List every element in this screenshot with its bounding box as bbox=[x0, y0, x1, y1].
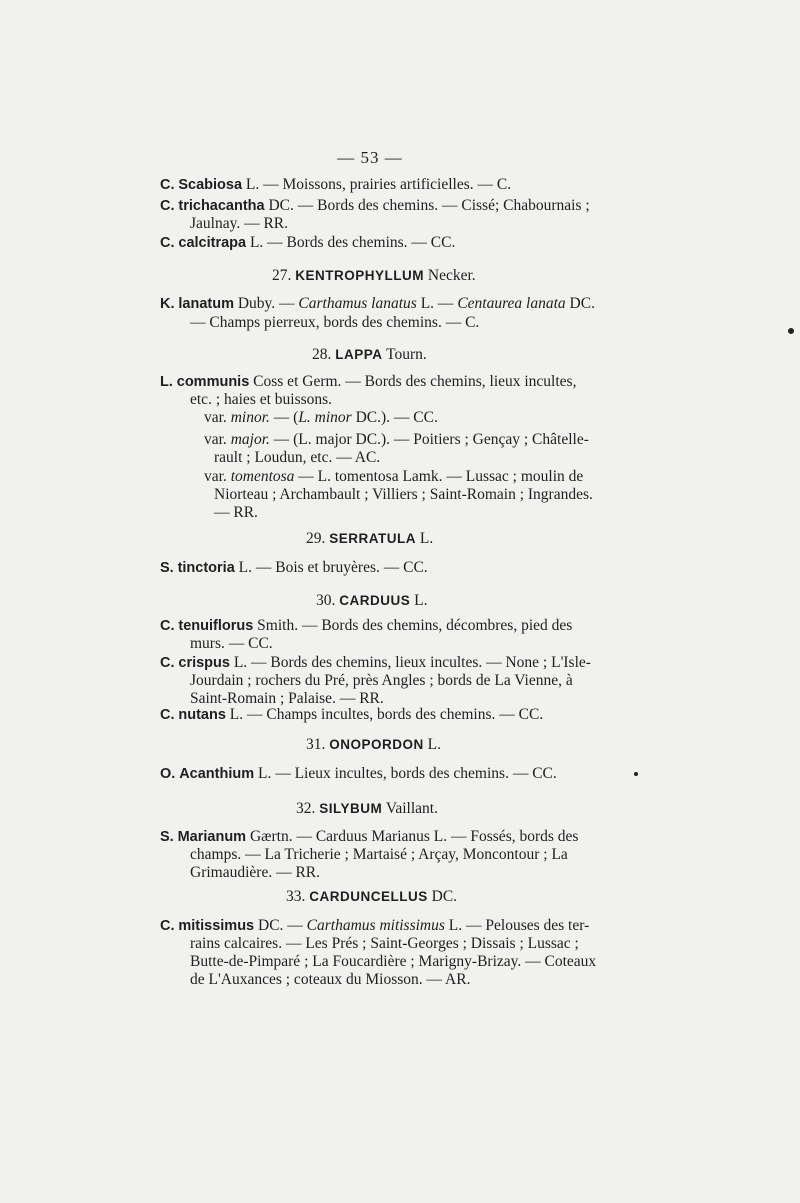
entry-c-crispus: C. crispus L. — Bords des chemins, lieux incultes. — None ; L'Isle- bbox=[160, 654, 591, 671]
entry-c-calcitrapa: C. calcitrapa L. — Bords des chemins. — CC. bbox=[160, 234, 456, 251]
entry-s-tinctoria: S. tinctoria L. — Bois et bruyères. — CC. bbox=[160, 559, 428, 576]
genus-heading-carduncellus: 33. CARDUNCELLUS DC. bbox=[286, 888, 458, 905]
variety-major: var. major. — (L. major DC.). — Poitiers ; Gençay ; Châtelle- bbox=[204, 431, 589, 448]
page-number: — 53 — bbox=[337, 148, 403, 167]
entry-continuation: de L'Auxances ; coteaux du Miosson. — AR. bbox=[190, 971, 471, 988]
entry-c-trichacantha: C. trichacantha DC. — Bords des chemins. — Cissé; Chabournais ; bbox=[160, 197, 590, 214]
entry-c-tenuiflorus: C. tenuiflorus Smith. — Bords des chemins, décombres, pied des bbox=[160, 617, 573, 634]
entry-continuation: Butte-de-Pimparé ; La Foucardière ; Marigny-Brizay. — Coteaux bbox=[190, 953, 597, 970]
genus-heading-onopordon: 31. ONOPORDON L. bbox=[306, 736, 441, 753]
entry-continuation: champs. — La Tricherie ; Martaisé ; Arçay, Moncontour ; La bbox=[190, 846, 568, 863]
entry-continuation: murs. — CC. bbox=[190, 635, 273, 652]
entry-s-marianum: S. Marianum Gærtn. — Carduus Marianus L. — Fossés, bords des bbox=[160, 828, 579, 845]
genus-heading-serratula: 29. SERRATULA L. bbox=[306, 530, 434, 547]
entry-continuation: etc. ; haies et buissons. bbox=[190, 391, 333, 408]
genus-heading-lappa: 28. LAPPA Tourn. bbox=[312, 346, 427, 363]
scan-speck bbox=[788, 328, 794, 334]
entry-k-lanatum: K. lanatum Duby. — Carthamus lanatus L. — Centaurea lanata DC. bbox=[160, 295, 595, 312]
entry-continuation: — RR. bbox=[214, 504, 258, 521]
entry-o-acanthium: O. Acanthium L. — Lieux incultes, bords des chemins. — CC. bbox=[160, 765, 557, 782]
entry-continuation: rault ; Loudun, etc. — AC. bbox=[214, 449, 381, 466]
entry-continuation: Grimaudière. — RR. bbox=[190, 864, 321, 881]
genus-heading-kentrophyllum: 27. KENTROPHYLLUM Necker. bbox=[272, 267, 476, 284]
entry-continuation: Niorteau ; Archambault ; Villiers ; Saint-Romain ; Ingrandes. bbox=[214, 486, 593, 503]
variety-tomentosa: var. tomentosa — L. tomentosa Lamk. — Lussac ; moulin de bbox=[204, 468, 584, 485]
entry-c-scabiosa: C. Scabiosa L. — Moissons, prairies artificielles. — C. bbox=[160, 176, 512, 193]
genus-heading-carduus: 30. CARDUUS L. bbox=[316, 592, 428, 609]
entry-continuation: — Champs pierreux, bords des chemins. — C. bbox=[190, 314, 480, 331]
entry-continuation: Saint-Romain ; Palaise. — RR. bbox=[190, 690, 384, 707]
entry-continuation: Jourdain ; rochers du Pré, près Angles ; bords de La Vienne, à bbox=[190, 672, 573, 689]
entry-c-mitissimus: C. mitissimus DC. — Carthamus mitissimus L. — Pelouses des ter- bbox=[160, 917, 590, 934]
entry-l-communis: L. communis Coss et Germ. — Bords des chemins, lieux incultes, bbox=[160, 373, 577, 390]
entry-continuation: Jaulnay. — RR. bbox=[190, 215, 289, 232]
scan-speck bbox=[634, 772, 638, 776]
entry-c-nutans: C. nutans L. — Champs incultes, bords des chemins. — CC. bbox=[160, 706, 544, 723]
entry-continuation: rains calcaires. — Les Prés ; Saint-Georges ; Dissais ; Lussac ; bbox=[190, 935, 579, 952]
variety-minor: var. minor. — (L. minor DC.). — CC. bbox=[204, 409, 438, 426]
genus-heading-silybum: 32. SILYBUM Vaillant. bbox=[296, 800, 438, 817]
